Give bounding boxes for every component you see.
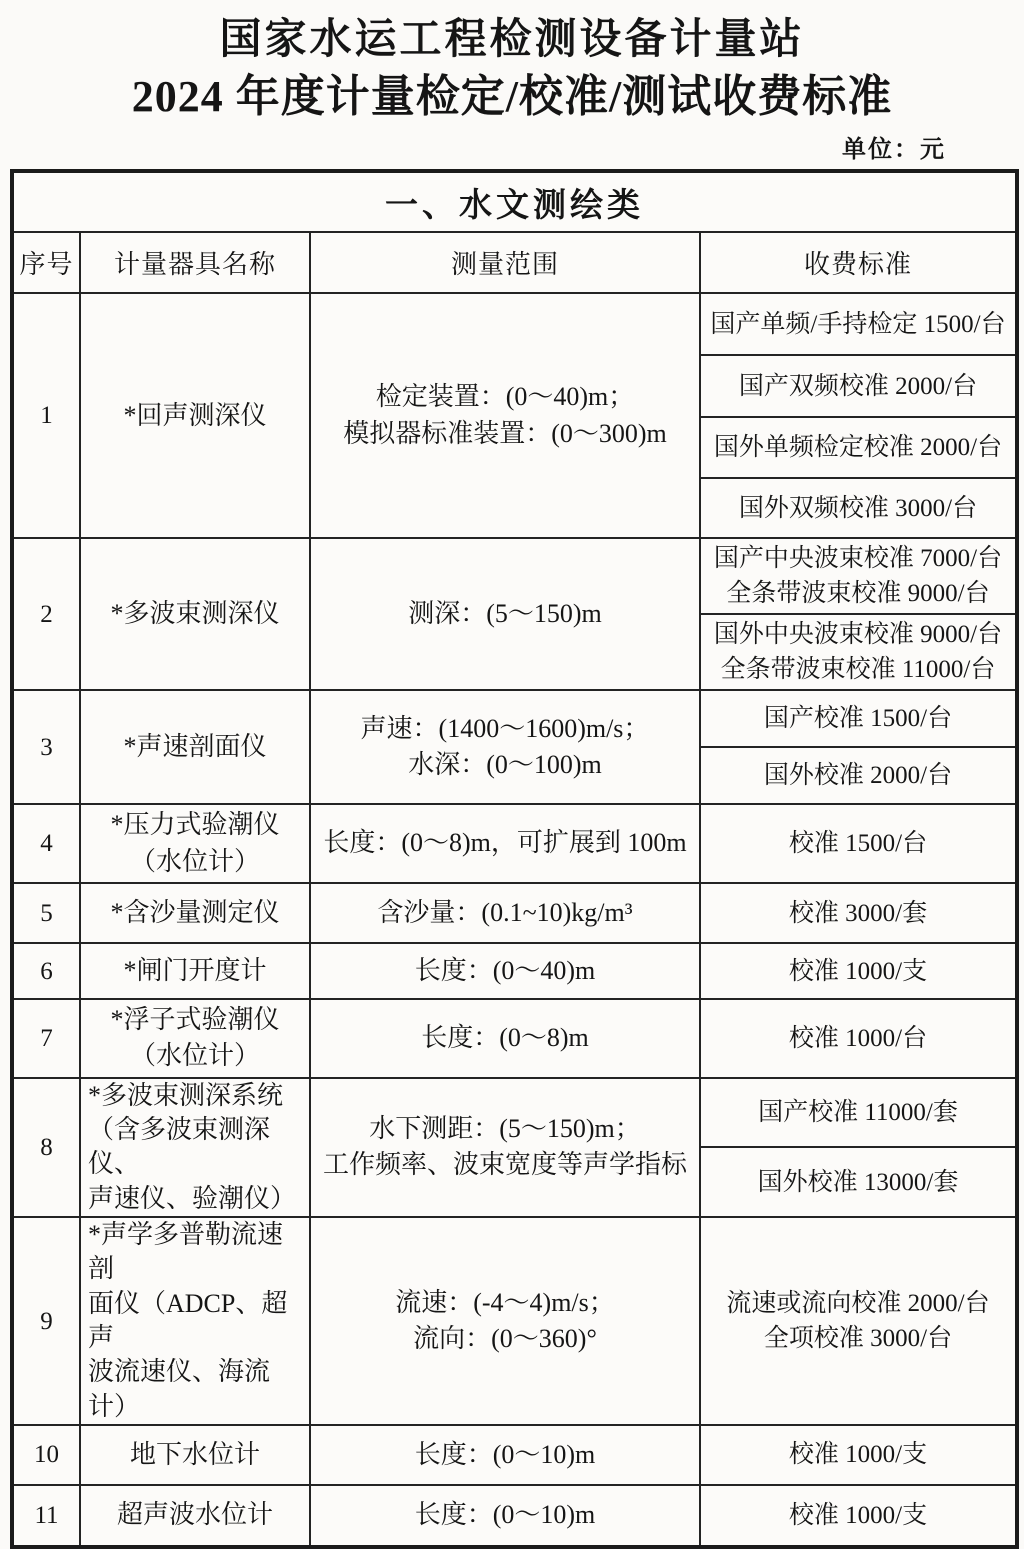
fee-standard-line: 国外单频检定校准 2000/台 xyxy=(713,434,1003,462)
unit-label: 单位：元 xyxy=(842,137,946,164)
page-title: 国家水运工程检测设备计量站 xyxy=(219,17,805,63)
row-number-line: 1 xyxy=(40,402,53,430)
row-number-line: 7 xyxy=(40,1024,53,1052)
fee-standard-line: 国产中央波束校准 7000/台 xyxy=(713,545,1003,573)
measurement-range-line: 测深：(5～150)m xyxy=(408,599,602,629)
measurement-range xyxy=(310,538,700,690)
fee-standard xyxy=(700,1078,1017,1148)
fee-standard-line: 国外中央波束校准 9000/台 xyxy=(713,621,1003,649)
measurement-range-line: 长度：(0～40)m xyxy=(414,955,596,985)
row-number-line: 10 xyxy=(34,1441,59,1469)
row-number-line: 8 xyxy=(40,1133,53,1161)
fee-standard-line: 校准 1000/支 xyxy=(788,1501,928,1529)
row-number-line: 4 xyxy=(40,830,53,858)
column-header-no: 序号 xyxy=(12,232,80,293)
table-row xyxy=(12,690,1017,747)
fee-standard-line: 校准 3000/套 xyxy=(788,899,928,927)
instrument-name xyxy=(80,943,310,999)
row-number-line: 3 xyxy=(40,733,53,761)
measurement-range xyxy=(310,1425,700,1485)
instrument-name-line: （水位计） xyxy=(129,846,260,876)
column-header-name: 计量器具名称 xyxy=(80,232,310,293)
row-number xyxy=(12,883,80,943)
row-number xyxy=(12,804,80,883)
fee-standard-line: 校准 1000/支 xyxy=(788,957,928,985)
fee-standard xyxy=(700,747,1017,804)
row-number-line: 6 xyxy=(40,957,53,985)
measurement-range-line: 水深：(0～100)m xyxy=(408,750,602,780)
instrument-name-line: *含沙量测定仪 xyxy=(110,897,280,927)
instrument-name-line: *压力式验潮仪 xyxy=(110,810,280,840)
fee-standard-line: 全项校准 3000/台 xyxy=(763,1325,953,1353)
measurement-range xyxy=(310,943,700,999)
row-number-line: 11 xyxy=(34,1501,59,1529)
table-row xyxy=(12,1078,1017,1148)
instrument-name xyxy=(80,999,310,1078)
table-row xyxy=(12,943,1017,999)
fee-standard xyxy=(700,614,1017,690)
fee-standard xyxy=(700,293,1017,355)
instrument-name-line: *回声测深仪 xyxy=(123,400,267,430)
measurement-range-line: 长度：(0～8)m xyxy=(421,1023,589,1053)
fee-standard-line: 国产单频/手持检定 1500/台 xyxy=(710,310,1006,338)
fee-standard-line: 国产校准 1500/台 xyxy=(763,705,953,733)
row-number-line: 9 xyxy=(40,1307,53,1335)
instrument-name-line: （水位计） xyxy=(129,1041,260,1071)
fee-standard-line: 校准 1500/台 xyxy=(788,830,928,858)
instrument-name-line: （含多波束测深仪、 xyxy=(88,1115,271,1179)
instrument-name-line: *闸门开度计 xyxy=(123,955,267,985)
table-row xyxy=(12,538,1017,614)
fee-standard-line: 国外校准 13000/套 xyxy=(757,1168,959,1196)
fee-standard-table xyxy=(10,169,1019,1549)
column-header-row xyxy=(12,232,1017,293)
measurement-range-line: 检定装置：(0～40)m； xyxy=(375,382,635,412)
table-row xyxy=(12,1485,1017,1547)
instrument-name-line: 声速仪、验潮仪） xyxy=(88,1183,297,1213)
instrument-name-line: *声速剖面仪 xyxy=(123,732,267,762)
instrument-name xyxy=(80,883,310,943)
fee-standard xyxy=(700,943,1017,999)
instrument-name-line: 波流速仪、海流计） xyxy=(88,1357,271,1421)
fee-standard xyxy=(700,1485,1017,1547)
fee-standard-line: 国产校准 11000/套 xyxy=(758,1099,958,1127)
fee-standard xyxy=(700,1425,1017,1485)
instrument-name xyxy=(80,1078,310,1217)
instrument-name-line: *多波束测深系统 xyxy=(88,1080,284,1110)
fee-standard-line: 国外校准 2000/台 xyxy=(763,762,953,790)
fee-standard xyxy=(700,1147,1017,1217)
table-row xyxy=(12,293,1017,355)
table-row xyxy=(12,804,1017,883)
fee-standard xyxy=(700,690,1017,747)
measurement-range xyxy=(310,1217,700,1425)
section-header: 一、水文测绘类 xyxy=(12,171,1017,232)
column-header-fee: 收费标准 xyxy=(700,232,1017,293)
instrument-name xyxy=(80,1217,310,1425)
measurement-range xyxy=(310,690,700,804)
measurement-range-line: 声速：(1400～1600)m/s； xyxy=(360,713,650,743)
row-number xyxy=(12,999,80,1078)
measurement-range-line: 长度：(0～10)m xyxy=(414,1439,596,1469)
row-number xyxy=(12,690,80,804)
instrument-name xyxy=(80,293,310,538)
measurement-range-line: 长度：(0～8)m，可扩展到 100m xyxy=(323,828,687,858)
measurement-range xyxy=(310,293,700,538)
measurement-range xyxy=(310,999,700,1078)
fee-standard xyxy=(700,478,1017,538)
table-row xyxy=(12,883,1017,943)
row-number-line: 5 xyxy=(40,899,53,927)
row-number xyxy=(12,1078,80,1217)
measurement-range-line: 含沙量：(0.1~10)kg/m³ xyxy=(377,897,633,927)
row-number xyxy=(12,943,80,999)
row-number-line: 2 xyxy=(40,600,53,628)
fee-standard-line: 全条带波束校准 11000/台 xyxy=(720,656,996,684)
row-number xyxy=(12,1485,80,1547)
instrument-name xyxy=(80,1485,310,1547)
fee-standard-line: 全条带波束校准 9000/台 xyxy=(726,580,990,608)
instrument-name xyxy=(80,538,310,690)
row-number xyxy=(12,1425,80,1485)
column-header-range: 测量范围 xyxy=(310,232,700,293)
instrument-name-line: *浮子式验潮仪 xyxy=(110,1005,280,1035)
fee-standard-line: 校准 1000/台 xyxy=(788,1024,928,1052)
row-number xyxy=(12,293,80,538)
row-number xyxy=(12,1217,80,1425)
fee-standard xyxy=(700,804,1017,883)
measurement-range-line: 流速：(-4～4)m/s； xyxy=(395,1287,615,1317)
table-row xyxy=(12,1217,1017,1425)
row-number xyxy=(12,538,80,690)
table-row xyxy=(12,999,1017,1078)
measurement-range xyxy=(310,1078,700,1217)
fee-standard xyxy=(700,417,1017,478)
measurement-range xyxy=(310,1485,700,1547)
measurement-range-line: 水下测距：(5～150)m； xyxy=(369,1114,641,1144)
table-row xyxy=(12,1425,1017,1485)
fee-standard xyxy=(700,355,1017,417)
instrument-name-line: *多波束测深仪 xyxy=(110,599,280,629)
instrument-name-line: 面仪（ADCP、超声 xyxy=(88,1288,288,1353)
measurement-range-line: 工作频率、波束宽度等声学指标 xyxy=(322,1150,687,1180)
fee-standard xyxy=(700,999,1017,1078)
instrument-name xyxy=(80,690,310,804)
fee-standard-line: 流速或流向校准 2000/台 xyxy=(726,1290,990,1318)
fee-standard xyxy=(700,538,1017,614)
measurement-range-line: 流向：(0～360)° xyxy=(413,1324,597,1354)
table-body xyxy=(12,293,1017,1547)
instrument-name-line: *声学多普勒流速剖 xyxy=(88,1220,284,1284)
page-subtitle: 2024 年度计量检定/校准/测试收费标准 xyxy=(131,71,893,121)
fee-standard xyxy=(700,1217,1017,1425)
instrument-name-line: 超声波水位计 xyxy=(116,1500,273,1530)
measurement-range xyxy=(310,883,700,943)
measurement-range xyxy=(310,804,700,883)
fee-standard-line: 国外双频校准 3000/台 xyxy=(738,494,978,522)
fee-standard-line: 国产双频校准 2000/台 xyxy=(738,372,978,400)
measurement-range-line: 模拟器标准装置：(0～300)m xyxy=(343,418,667,448)
measurement-range-line: 长度：(0～10)m xyxy=(414,1500,596,1530)
instrument-name xyxy=(80,1425,310,1485)
instrument-name xyxy=(80,804,310,883)
fee-standard-line: 校准 1000/支 xyxy=(788,1441,928,1469)
fee-standard xyxy=(700,883,1017,943)
section-header-row xyxy=(12,171,1017,232)
instrument-name-line: 地下水位计 xyxy=(129,1439,260,1469)
